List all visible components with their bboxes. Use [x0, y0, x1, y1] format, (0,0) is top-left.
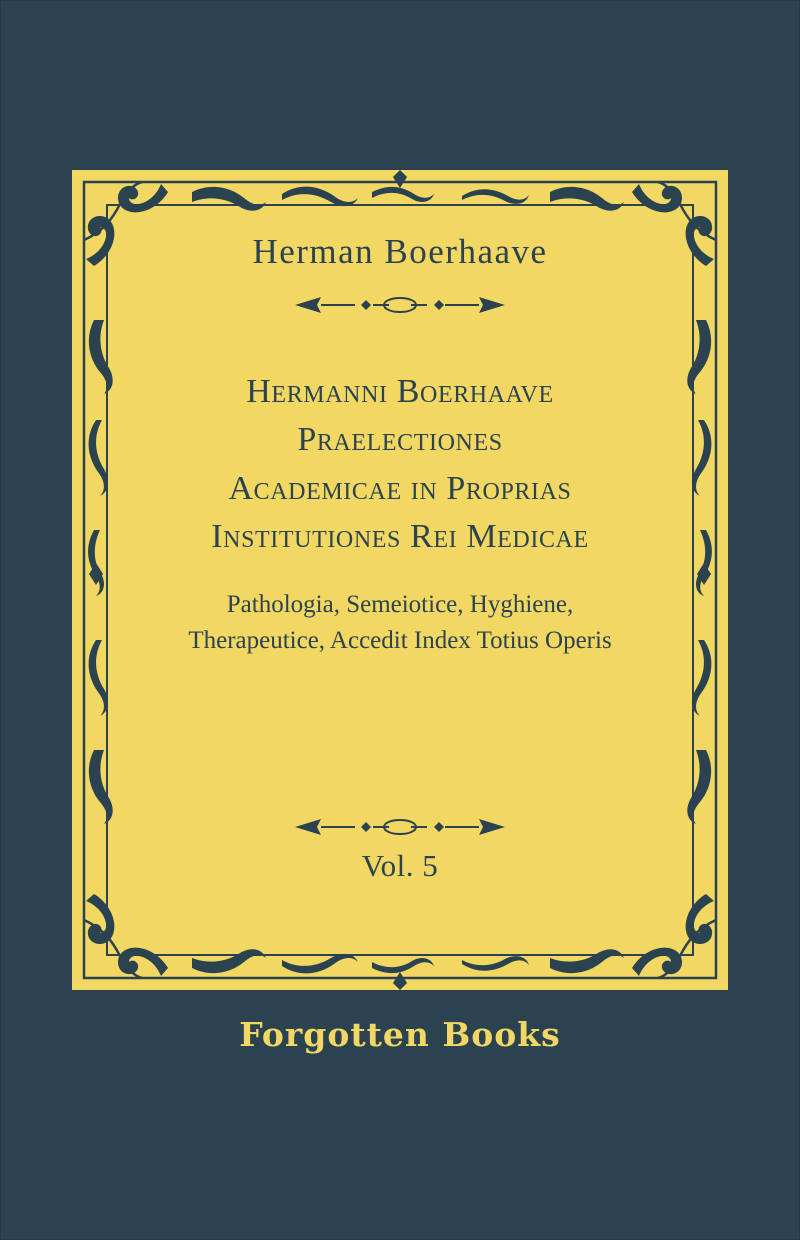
publisher-logo-inner — [239, 1015, 560, 1054]
title-line: Academicae in Proprias — [228, 469, 572, 507]
title-line: Hermanni Boerhaave — [246, 373, 554, 410]
book-subtitle — [139, 587, 662, 660]
fleuron-divider-icon — [295, 294, 505, 316]
author-name: Herman Boerhaave — [252, 232, 548, 271]
volume-label: Vol. 5 — [361, 848, 439, 883]
title-line: Institutiones Rei Medicae — [211, 517, 589, 555]
book-title — [122, 368, 678, 561]
subtitle-line: Pathologia, Semeiotice, Hyghiene, — [226, 591, 574, 619]
publisher-name: Forgotten Books — [239, 1015, 561, 1054]
fleuron-divider-lower-icon — [295, 816, 505, 838]
cover-content — [122, 216, 678, 944]
publisher-logo — [0, 1015, 800, 1054]
subtitle-line: Therapeutice, Accedit Index Totius Operis — [188, 627, 612, 655]
cover-panel — [72, 170, 728, 990]
title-line: Praelectiones — [297, 421, 503, 459]
